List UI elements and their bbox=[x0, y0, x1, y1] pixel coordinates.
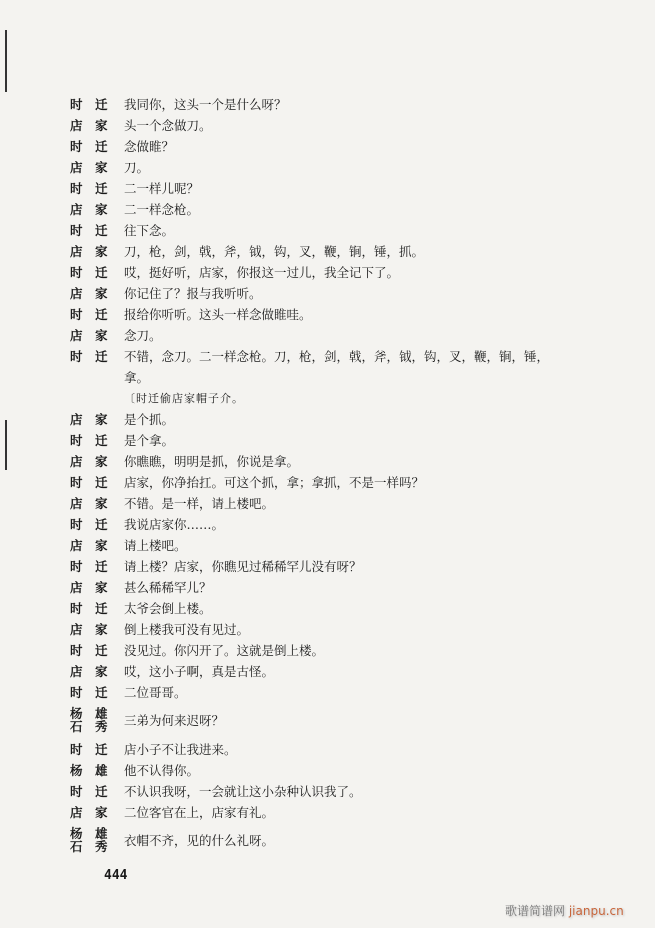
dialogue-text: 哎，挺好听，店家，你报这一过儿，我全记下了。 bbox=[124, 265, 400, 280]
speaker-name bbox=[70, 346, 124, 367]
dialogue-line bbox=[70, 739, 590, 760]
dialogue-text: 倒上楼我可没有见过。 bbox=[124, 622, 250, 637]
speaker-char: 店 bbox=[70, 118, 83, 133]
dialogue-line bbox=[70, 199, 590, 220]
speaker-char: 时 bbox=[70, 601, 83, 616]
speaker-char: 家 bbox=[95, 454, 108, 469]
speaker-char: 迁 bbox=[95, 307, 108, 322]
speaker-name bbox=[70, 283, 124, 304]
dialogue-text: 店家，你净抬扛。可这个抓，拿；拿抓，不是一样吗？ bbox=[124, 475, 425, 490]
dialogue-line bbox=[70, 556, 590, 577]
dialogue-line bbox=[70, 640, 590, 661]
dialogue-line bbox=[70, 367, 590, 388]
speaker-char: 店 bbox=[70, 622, 83, 637]
dialogue-line bbox=[70, 451, 590, 472]
dialogue-line bbox=[70, 598, 590, 619]
dialogue-text: 拿。 bbox=[124, 370, 150, 385]
speaker-char: 家 bbox=[95, 118, 108, 133]
speaker-name bbox=[70, 514, 124, 535]
speaker-char: 迁 bbox=[95, 784, 108, 799]
dialogue-text: 不错。是一样，请上楼吧。 bbox=[124, 496, 275, 511]
stage-direction bbox=[70, 388, 590, 409]
speaker bbox=[70, 346, 124, 367]
dialogue-line bbox=[70, 802, 590, 823]
speaker-name bbox=[70, 262, 124, 283]
speaker-name bbox=[70, 493, 124, 514]
speaker-char: 石 bbox=[70, 719, 83, 734]
speaker-char: 迁 bbox=[95, 349, 108, 364]
speaker-char: 迁 bbox=[95, 742, 108, 757]
dialogue-line bbox=[70, 241, 590, 262]
speaker-char: 家 bbox=[95, 244, 108, 259]
speaker-char: 家 bbox=[95, 805, 108, 820]
dialogue-line bbox=[70, 493, 590, 514]
page-number: 444 bbox=[104, 868, 128, 883]
speaker bbox=[70, 707, 124, 733]
speaker-char: 店 bbox=[70, 496, 83, 511]
speaker-char: 时 bbox=[70, 784, 83, 799]
dialogue-line bbox=[70, 682, 590, 703]
speaker-char: 迁 bbox=[95, 139, 108, 154]
speaker-char: 迁 bbox=[95, 265, 108, 280]
speaker-name bbox=[70, 94, 124, 115]
speaker bbox=[70, 220, 124, 241]
scan-artifact-line bbox=[5, 420, 7, 470]
speaker bbox=[70, 802, 124, 823]
dialogue-text: 他不认得你。 bbox=[124, 763, 200, 778]
speaker bbox=[70, 535, 124, 556]
dialogue-text: 往下念。 bbox=[124, 223, 175, 238]
speaker bbox=[70, 556, 124, 577]
speaker-char: 迁 bbox=[95, 97, 108, 112]
speaker bbox=[70, 325, 124, 346]
speaker bbox=[70, 178, 124, 199]
speaker-char: 迁 bbox=[95, 433, 108, 448]
speaker-char: 店 bbox=[70, 160, 83, 175]
speaker-name bbox=[70, 840, 124, 853]
speaker-char: 迁 bbox=[95, 517, 108, 532]
speaker-char: 店 bbox=[70, 664, 83, 679]
speaker-name bbox=[70, 157, 124, 178]
speaker-name bbox=[70, 409, 124, 430]
speaker-char: 迁 bbox=[95, 685, 108, 700]
speaker-name bbox=[70, 577, 124, 598]
speaker-name bbox=[70, 556, 124, 577]
speaker-char: 店 bbox=[70, 454, 83, 469]
speaker-char: 雄 bbox=[95, 706, 108, 721]
speaker-char: 秀 bbox=[95, 719, 108, 734]
dialogue-text: 报给你听听。这头一样念做睢哇。 bbox=[124, 307, 312, 322]
dialogue-line bbox=[70, 430, 590, 451]
speaker-char: 店 bbox=[70, 244, 83, 259]
speaker bbox=[70, 661, 124, 682]
dialogue-text: 太爷会倒上楼。 bbox=[124, 601, 212, 616]
speaker-name bbox=[70, 619, 124, 640]
speaker-char: 店 bbox=[70, 286, 83, 301]
speaker bbox=[70, 739, 124, 760]
speaker-char: 时 bbox=[70, 517, 83, 532]
dialogue-line bbox=[70, 514, 590, 535]
speaker-char: 迁 bbox=[95, 475, 108, 490]
speaker-char: 时 bbox=[70, 559, 83, 574]
dialogue-text: 念刀。 bbox=[124, 328, 162, 343]
speaker-name bbox=[70, 304, 124, 325]
speaker-char: 家 bbox=[95, 580, 108, 595]
speaker-char: 杨 bbox=[70, 826, 83, 841]
dialogue-line bbox=[70, 472, 590, 493]
speaker-name bbox=[70, 781, 124, 802]
speaker-char: 店 bbox=[70, 805, 83, 820]
speaker bbox=[70, 241, 124, 262]
speaker bbox=[70, 304, 124, 325]
speaker bbox=[70, 640, 124, 661]
dialogue-text: 二一样儿呢？ bbox=[124, 181, 200, 196]
speaker-name bbox=[70, 472, 124, 493]
dialogue-text: 二位客官在上，店家有礼。 bbox=[124, 805, 275, 820]
speaker-name bbox=[70, 598, 124, 619]
dialogue-text: 二位哥哥。 bbox=[124, 685, 187, 700]
scan-artifact-line bbox=[5, 30, 7, 92]
speaker-char: 时 bbox=[70, 349, 83, 364]
speaker-char: 店 bbox=[70, 202, 83, 217]
dialogue-line bbox=[70, 325, 590, 346]
speaker bbox=[70, 682, 124, 703]
speaker bbox=[70, 115, 124, 136]
dialogue-line bbox=[70, 346, 590, 367]
dialogue-line bbox=[70, 136, 590, 157]
speaker bbox=[70, 451, 124, 472]
speaker-char: 店 bbox=[70, 328, 83, 343]
speaker-char: 杨 bbox=[70, 706, 83, 721]
dialogue-text: 刀。 bbox=[124, 160, 150, 175]
dialogue-text: 请上楼？店家，你瞧见过稀稀罕儿没有呀？ bbox=[124, 559, 362, 574]
speaker-char: 迁 bbox=[95, 643, 108, 658]
speaker-char: 时 bbox=[70, 433, 83, 448]
dialogue-line bbox=[70, 115, 590, 136]
dialogue-text: 请上楼吧。 bbox=[124, 538, 187, 553]
speaker bbox=[70, 827, 124, 853]
dialogue-text: 三弟为何来迟呀？ bbox=[124, 712, 225, 728]
speaker-name bbox=[70, 178, 124, 199]
speaker-char: 雄 bbox=[95, 763, 108, 778]
speaker-name bbox=[70, 682, 124, 703]
speaker bbox=[70, 760, 124, 781]
speaker-name bbox=[70, 451, 124, 472]
speaker-char: 石 bbox=[70, 839, 83, 854]
dialogue-line bbox=[70, 661, 590, 682]
dialogue-text: 头一个念做刀。 bbox=[124, 118, 212, 133]
dialogue-text: 没见过。你闪开了。这就是倒上楼。 bbox=[124, 643, 325, 658]
dialogue-text: 念做睢？ bbox=[124, 139, 175, 154]
speaker-char: 家 bbox=[95, 160, 108, 175]
watermark bbox=[505, 902, 624, 919]
dialogue-line bbox=[70, 781, 590, 802]
speaker-char: 时 bbox=[70, 685, 83, 700]
speaker-char: 雄 bbox=[95, 826, 108, 841]
dialogue-text: 我说店家你……。 bbox=[124, 517, 225, 532]
watermark-site: 歌谱简谱网 bbox=[505, 904, 566, 918]
speaker-char: 家 bbox=[95, 664, 108, 679]
dialogue-line bbox=[70, 94, 590, 115]
speaker bbox=[70, 598, 124, 619]
dialogue-text: 不错，念刀。二一样念枪。刀，枪，剑，戟，斧，钺，钩，叉，鞭，锏，锤， bbox=[124, 349, 550, 364]
dialogue-text: 衣帽不齐，见的什么礼呀。 bbox=[124, 832, 275, 848]
speaker-char: 店 bbox=[70, 580, 83, 595]
dialogue-text: 店小子不让我进来。 bbox=[124, 742, 237, 757]
watermark-domain: jianpu.cn bbox=[568, 904, 624, 918]
speaker-char: 家 bbox=[95, 622, 108, 637]
dialogue-line bbox=[70, 304, 590, 325]
speaker-char: 家 bbox=[95, 202, 108, 217]
dialogue-text: 不认识我呀，一会就让这小杂种认识我了。 bbox=[124, 784, 362, 799]
speaker bbox=[70, 199, 124, 220]
speaker-char: 时 bbox=[70, 643, 83, 658]
speaker-char: 迁 bbox=[95, 181, 108, 196]
dialogue-line bbox=[70, 760, 590, 781]
speaker-name bbox=[70, 802, 124, 823]
speaker-name bbox=[70, 199, 124, 220]
speaker-char: 店 bbox=[70, 412, 83, 427]
speaker-char: 时 bbox=[70, 139, 83, 154]
dialogue-text: 我同你，这头一个是什么呀？ bbox=[124, 97, 287, 112]
speaker-char: 时 bbox=[70, 97, 83, 112]
speaker-name bbox=[70, 535, 124, 556]
speaker bbox=[70, 781, 124, 802]
speaker-name bbox=[70, 430, 124, 451]
dialogue-text: 甚么稀稀罕儿？ bbox=[124, 580, 212, 595]
dialogue-line bbox=[70, 409, 590, 430]
dialogue-line bbox=[70, 157, 590, 178]
dialogue-line bbox=[70, 283, 590, 304]
speaker-char: 时 bbox=[70, 742, 83, 757]
speaker bbox=[70, 514, 124, 535]
dialogue-line bbox=[70, 707, 590, 733]
speaker-char: 迁 bbox=[95, 223, 108, 238]
speaker-name bbox=[70, 115, 124, 136]
dialogue-text: 是个拿。 bbox=[124, 433, 175, 448]
dialogue-line bbox=[70, 577, 590, 598]
speaker-char: 家 bbox=[95, 286, 108, 301]
dialogue-line bbox=[70, 178, 590, 199]
speaker-name bbox=[70, 325, 124, 346]
speaker-name bbox=[70, 640, 124, 661]
speaker-char: 店 bbox=[70, 538, 83, 553]
stage-direction-text: 〔时迁偷店家帽子介。 bbox=[124, 392, 244, 405]
speaker bbox=[70, 472, 124, 493]
speaker-char: 迁 bbox=[95, 601, 108, 616]
speaker-char: 家 bbox=[95, 538, 108, 553]
speaker-char: 时 bbox=[70, 475, 83, 490]
speaker-char: 时 bbox=[70, 181, 83, 196]
speaker-char: 家 bbox=[95, 496, 108, 511]
speaker-name bbox=[70, 136, 124, 157]
speaker bbox=[70, 94, 124, 115]
dialogue-line bbox=[70, 262, 590, 283]
speaker-char: 杨 bbox=[70, 763, 83, 778]
dialogue-text: 你瞧瞧，明明是抓，你说是拿。 bbox=[124, 454, 300, 469]
dialogue-text: 你记住了？报与我听听。 bbox=[124, 286, 262, 301]
speaker-char: 秀 bbox=[95, 839, 108, 854]
speaker bbox=[70, 577, 124, 598]
speaker-char: 家 bbox=[95, 412, 108, 427]
speaker bbox=[70, 409, 124, 430]
dialogue-text: 哎，这小子啊，真是古怪。 bbox=[124, 664, 275, 679]
speaker-name bbox=[70, 220, 124, 241]
dialogue-text: 是个抓。 bbox=[124, 412, 175, 427]
dialogue-text: 刀，枪，剑，戟，斧，钺，钩，叉，鞭，锏，锤，抓。 bbox=[124, 244, 425, 259]
speaker-name bbox=[70, 241, 124, 262]
speaker bbox=[70, 430, 124, 451]
speaker bbox=[70, 262, 124, 283]
dialogue-line bbox=[70, 619, 590, 640]
speaker-char: 时 bbox=[70, 307, 83, 322]
dialogue-line bbox=[70, 220, 590, 241]
dialogue-text: 二一样念枪。 bbox=[124, 202, 200, 217]
speaker bbox=[70, 619, 124, 640]
speaker-name bbox=[70, 720, 124, 733]
speaker-name bbox=[70, 739, 124, 760]
script-dialogue bbox=[70, 94, 590, 859]
speaker bbox=[70, 283, 124, 304]
speaker bbox=[70, 136, 124, 157]
speaker bbox=[70, 493, 124, 514]
speaker-char: 时 bbox=[70, 223, 83, 238]
dialogue-line bbox=[70, 827, 590, 853]
speaker-name bbox=[70, 661, 124, 682]
speaker-char: 迁 bbox=[95, 559, 108, 574]
speaker-char: 时 bbox=[70, 265, 83, 280]
speaker-name bbox=[70, 760, 124, 781]
speaker bbox=[70, 157, 124, 178]
dialogue-line bbox=[70, 535, 590, 556]
speaker-char: 家 bbox=[95, 328, 108, 343]
